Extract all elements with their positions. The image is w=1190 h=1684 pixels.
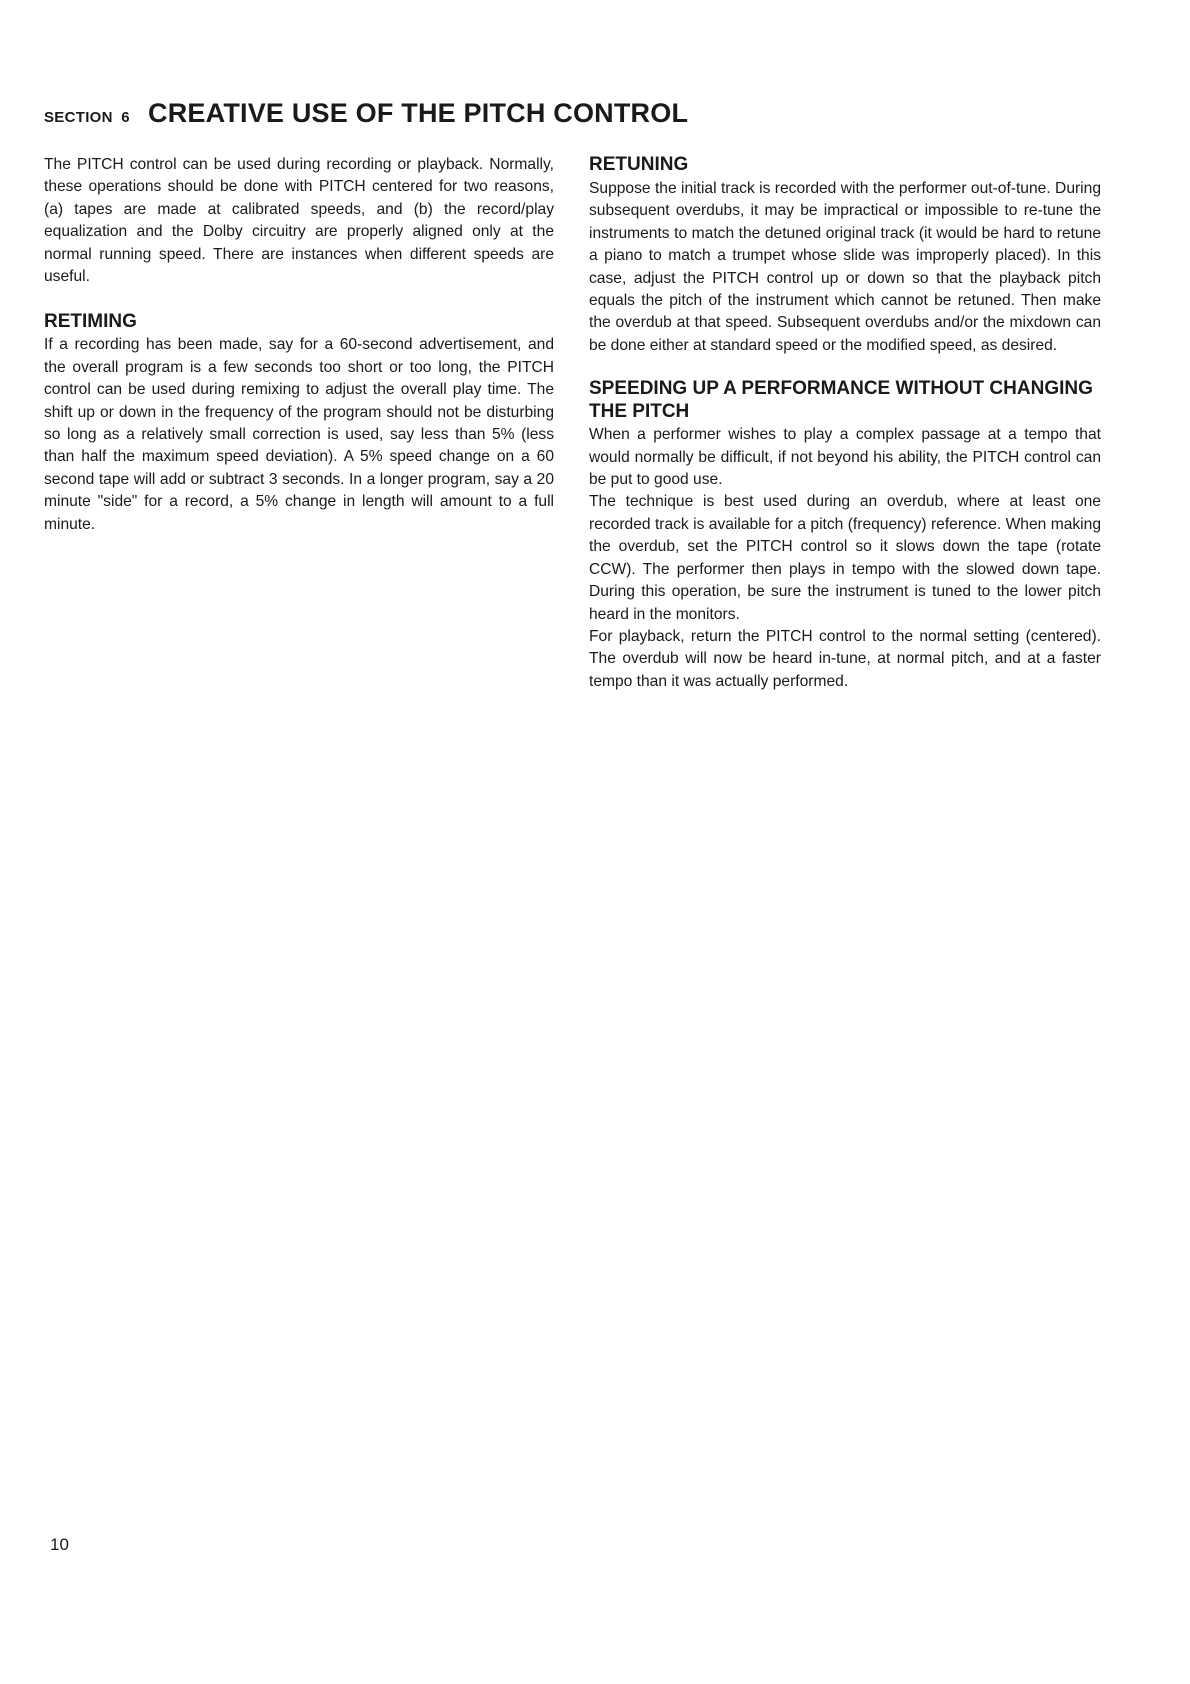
intro-paragraph: The PITCH control can be used during recording or playback. Normally, these operations should be done with PITCH centered for two reasons, (a) tapes are made at calibrated speeds, and (b) the record/play equalization and the Dolby circuitry are properly aligned only at the normal running speed. There are instances when different speeds are useful. <box>44 156 554 286</box>
page-title: CREATIVE USE OF THE PITCH CONTROL <box>148 98 689 128</box>
page-number: 10 <box>50 1535 69 1554</box>
right-column <box>589 153 1101 693</box>
left-column <box>44 154 554 536</box>
section-label: SECTION <box>44 109 113 126</box>
retiming-heading: RETIMING <box>44 311 137 333</box>
retiming-paragraph: If a recording has been made, say for a 60-second advertisement, and the overall program is a few seconds too short or too long, the PITCH control can be used during remixing to adjust the overall play time. The shift up or down in the frequency of the program should not be disturbing so long as a relatively small correction is used, say less than 5% (less than half the maximum speed deviation). A 5% speed change on a 60 second tape will add or subtract 3 seconds. In a longer program, say a 20 minute "side" for a record, a 5% change in length will amount to a full minute. <box>44 336 554 533</box>
section-header <box>44 98 688 129</box>
retuning-paragraph: Suppose the initial track is recorded with the performer out-of-tune. During subsequent overdubs, it may be impractical or impossible to re-tune the instruments to match the detuned original track (it would be hard to retune a piano to match a trumpet whose slide was improperly placed). In this case, adjust the PITCH control up or down so that the playback pitch equals the pitch of the instrument which cannot be retuned. Then make the overdub at that speed. Subsequent overdubs and/or the mixdown can be done either at standard speed or the modified speed, as desired. <box>589 180 1101 354</box>
speeding-paragraph-3: For playback, return the PITCH control to the normal setting (centered). The overdub will now be heard in-tune, at normal pitch, and at a faster tempo than it was actually performed. <box>589 627 1101 690</box>
speeding-heading: SPEEDING UP A PERFORMANCE WITHOUT CHANGING THE PITCH <box>589 378 1093 423</box>
speeding-paragraph-1: When a performer wishes to play a complex passage at a tempo that would normally be difficult, if not beyond his ability, the PITCH control can be put to good use. <box>589 426 1101 489</box>
speeding-paragraph-2: The technique is best used during an overdub, where at least one recorded track is available for a pitch (frequency) reference. When making the overdub, set the PITCH control so it slows down the tape (rotate CCW). The performer then plays in tempo with the slowed down tape. During this operation, be sure the instrument is tuned to the lower pitch heard in the monitors. <box>589 493 1101 623</box>
retuning-heading: RETUNING <box>589 154 689 175</box>
section-number: 6 <box>121 109 130 126</box>
